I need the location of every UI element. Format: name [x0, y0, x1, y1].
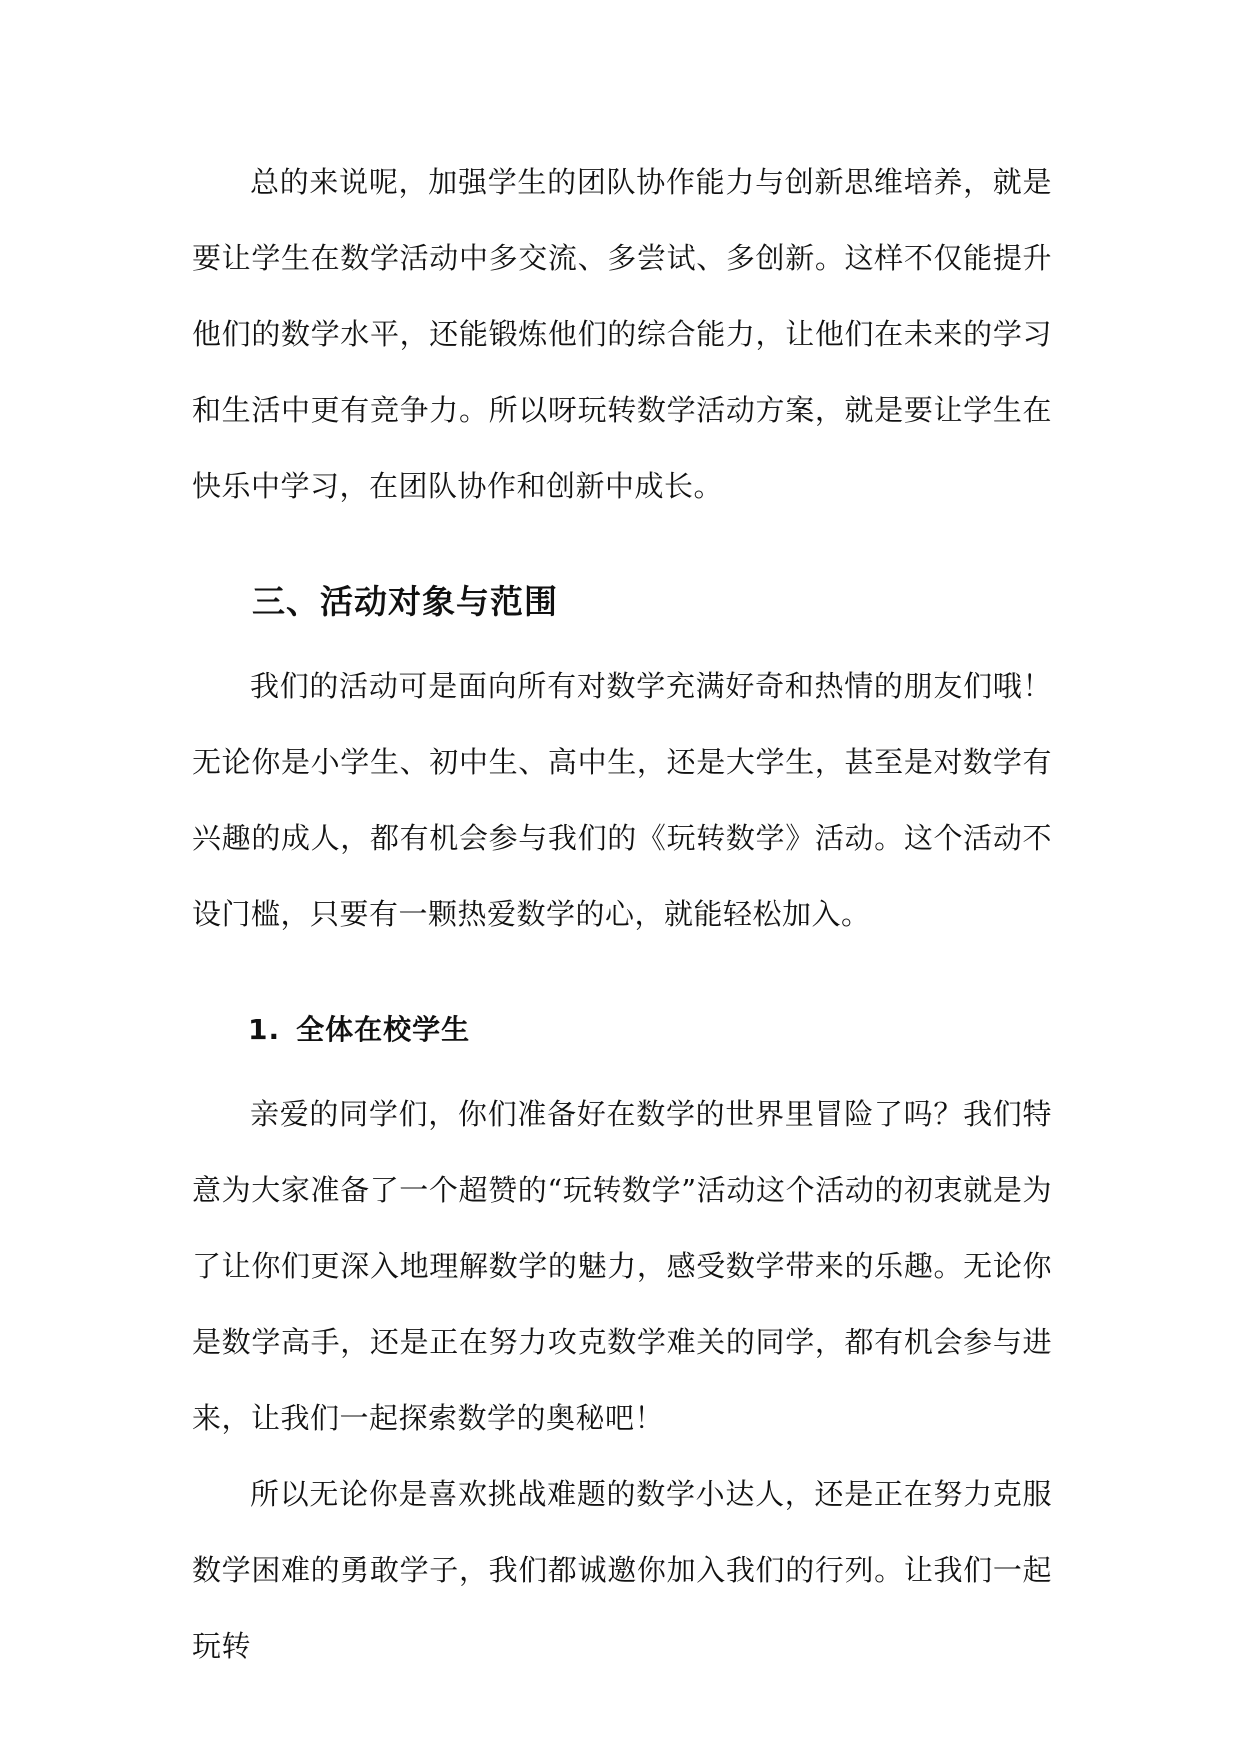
paragraph-student-invitation: 亲爱的同学们，你们准备好在数学的世界里冒险了吗？我们特意为大家准备了一个超赞的“玩转数学”活动这个活动的初衷就是为了让你们更深入地理解数学的魅力，感受数学带来的乐趣。无论你是数学高手，还是正在努力攻克数学难关的同学，都有机会参与进来，让我们一起探索数学的奥秘吧！	[192, 1097, 1052, 1435]
section-heading-activity-targets: 三、活动对象与范围	[252, 582, 558, 621]
subsection-title: 全体在校学生	[296, 1013, 471, 1046]
paragraph-closing-invitation: 所以无论你是喜欢挑战难题的数学小达人，还是正在努力克服数学困难的勇敢学子，我们都诚邀你加入我们的行列。让我们一起玩转	[192, 1477, 1052, 1663]
subsection-heading-all-students	[192, 992, 1052, 1068]
paragraph-summary: 总的来说呢，加强学生的团队协作能力与创新思维培养，就是要让学生在数学活动中多交流、多尝试、多创新。这样不仅能提升他们的数学水平，还能锻炼他们的综合能力，让他们在未来的学习和生活中更有竞争力。所以呀玩转数学活动方案，就是要让学生在快乐中学习，在团队协作和创新中成长。	[192, 165, 1052, 503]
document-body	[192, 144, 1052, 1684]
subsection-number: 1.	[248, 1013, 281, 1046]
paragraph-activity-audience: 我们的活动可是面向所有对数学充满好奇和热情的朋友们哦！无论你是小学生、初中生、高中生，还是大学生，甚至是对数学有兴趣的成人，都有机会参与我们的《玩转数学》活动。这个活动不设门槛，只要有一颗热爱数学的心，就能轻松加入。	[192, 669, 1052, 931]
